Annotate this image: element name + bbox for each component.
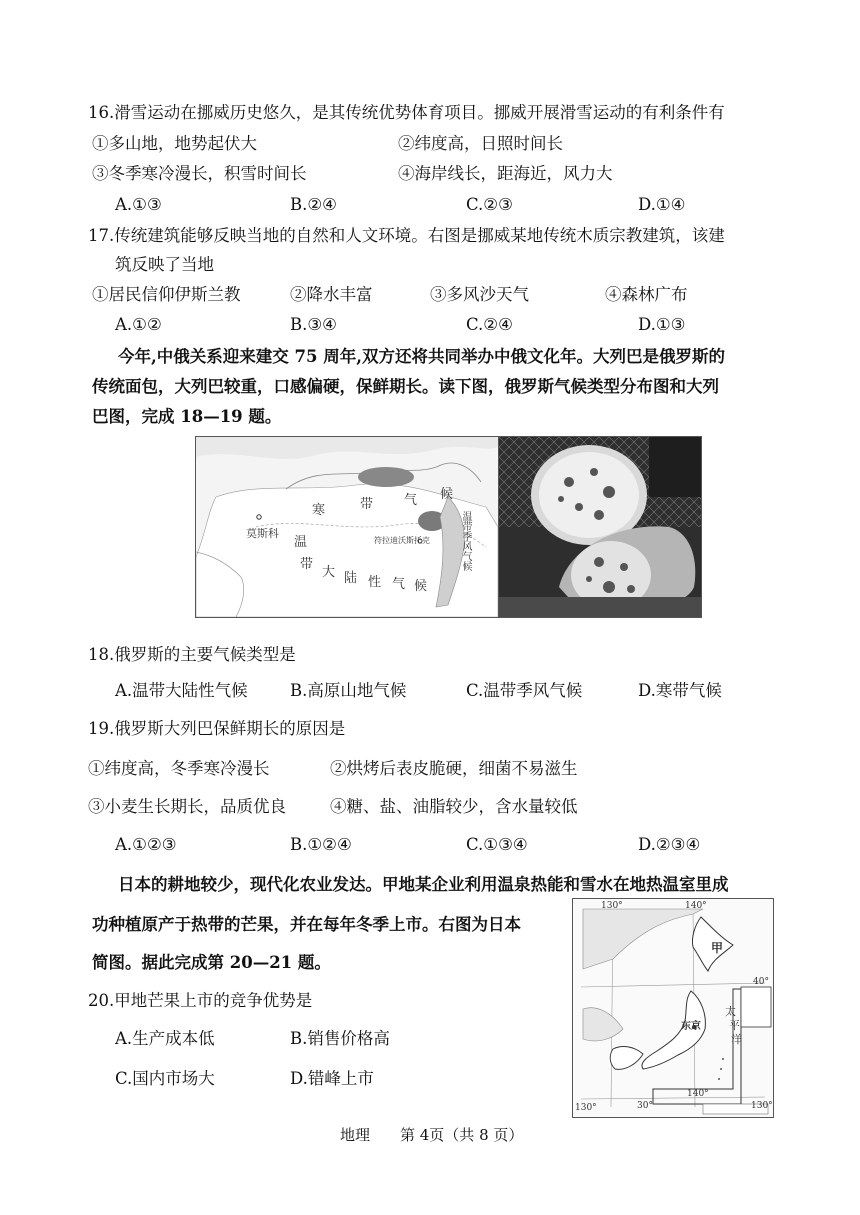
q20-option-a: A.生产成本低 xyxy=(115,1029,215,1048)
map-label-cont-5: 性 xyxy=(368,575,382,590)
q18-option-a: A.温带大陆性气候 xyxy=(115,681,248,700)
q20-option-b: B.销售价格高 xyxy=(290,1029,390,1048)
passage1-line1: 今年,中俄关系迎来建交 75 周年,双方还将共同举办中俄文化年。大列巴是俄罗斯的 xyxy=(118,347,725,366)
footer-page: 第 4页（共 8 页） xyxy=(400,1126,524,1144)
map-label-cont-4: 陆 xyxy=(344,571,358,586)
q19-item-4: ④糖、盐、油脂较少，含水量较低 xyxy=(330,797,578,816)
japan-label-130-top: 130° xyxy=(601,901,623,911)
passage2-line2: 功种植原产于热带的芒果，并在每年冬季上市。右图为日本 xyxy=(92,915,521,934)
q17-option-c: C.②④ xyxy=(466,315,513,334)
japan-label-40: 40° xyxy=(753,977,769,987)
map-label-moscow: 莫斯科 xyxy=(246,527,279,540)
passage1-line2: 传统面包，大列巴较重，口感偏硬，保鲜期长。读下图，俄罗斯气候类型分布图和大列 xyxy=(92,377,719,396)
q19-stem: 19.俄罗斯大列巴保鲜期长的原因是 xyxy=(88,719,346,738)
passage2-line1: 日本的耕地较少，现代化农业发达。甲地某企业利用温泉热能和雪水在地热温室里成 xyxy=(118,875,729,894)
q19-option-a: A.①②③ xyxy=(115,835,177,854)
map-label-cont-1: 温 xyxy=(294,535,308,550)
q19-option-b: B.①②④ xyxy=(290,835,352,854)
q17-option-a: A.①② xyxy=(115,315,162,334)
footer-subject: 地理 xyxy=(340,1126,371,1144)
map-label-cold-3: 气 xyxy=(404,493,418,508)
japan-label-jia: 甲 xyxy=(711,941,724,955)
map-label-cold-1: 寒 xyxy=(312,503,326,518)
q16-option-c: C.②③ xyxy=(466,195,513,214)
q19-option-c: C.①③④ xyxy=(466,835,528,854)
q19-item-2: ②烘烤后表皮脆硬，细菌不易滋生 xyxy=(330,759,578,778)
japan-map xyxy=(572,898,774,1118)
q19-item-1: ①纬度高，冬季寒冷漫长 xyxy=(88,759,270,778)
map-label-monsoon: 温带季风气候 xyxy=(460,511,471,571)
bread-photo xyxy=(498,436,702,618)
map-label-cont-7: 候 xyxy=(414,579,428,594)
q17-stem-line1: 17.传统建筑能够反映当地的自然和人文环境。右图是挪威某地传统木质宗教建筑，该建 xyxy=(88,226,725,245)
q16-item-1: ①多山地，地势起伏大 xyxy=(92,134,257,153)
q16-item-4: ④海岸线长，距海近，风力大 xyxy=(398,164,613,183)
q17-item-4: ④森林广布 xyxy=(605,285,688,304)
japan-map-graphic xyxy=(573,899,773,1117)
q16-item-2: ②纬度高，日照时间长 xyxy=(398,134,563,153)
q16-option-d: D.①④ xyxy=(638,195,686,214)
q18-option-c: C.温带季风气候 xyxy=(466,681,583,700)
q16-option-b: B.②④ xyxy=(290,195,337,214)
q19-item-3: ③小麦生长期长，品质优良 xyxy=(88,797,286,816)
q20-option-c: C.国内市场大 xyxy=(115,1069,215,1088)
map-label-cold-4: 候 xyxy=(440,487,454,502)
q20-stem: 20.甲地芒果上市的竞争优势是 xyxy=(88,991,313,1010)
japan-label-30: 30° xyxy=(637,1101,653,1111)
q16-stem: 16.滑雪运动在挪威历史悠久，是其传统优势体育项目。挪威开展滑雪运动的有利条件有 xyxy=(88,103,725,122)
q17-item-3: ③多风沙天气 xyxy=(430,285,529,304)
japan-label-140-top: 140° xyxy=(685,901,707,911)
japan-label-130-bottom-left: 130° xyxy=(575,1103,597,1113)
bread-graphic xyxy=(499,437,701,617)
japan-label-pacific-3: 洋 xyxy=(731,1033,742,1046)
map-label-cont-3: 大 xyxy=(322,565,336,580)
q17-item-1: ①居民信仰伊斯兰教 xyxy=(92,285,241,304)
japan-label-tokyo: 东京 xyxy=(681,1021,701,1032)
map-label-cont-2: 带 xyxy=(300,557,314,572)
map-label-cont-6: 气 xyxy=(392,577,406,592)
q19-option-d: D.②③④ xyxy=(638,835,701,854)
q17-stem-line2: 筑反映了当地 xyxy=(115,255,214,274)
passage1-line3: 巴图，完成 18—19 题。 xyxy=(92,407,282,426)
russia-map-graphic xyxy=(196,437,498,617)
map-label-cold-2: 带 xyxy=(360,497,374,512)
q17-item-2: ②降水丰富 xyxy=(290,285,373,304)
q16-option-a: A.①③ xyxy=(115,195,162,214)
japan-label-130-bottom-right: 130° xyxy=(751,1101,773,1111)
japan-label-140-bottom: 140° xyxy=(687,1089,709,1099)
passage2-line3: 简图。据此完成第 20—21 题。 xyxy=(92,953,331,972)
q17-option-d: D.①③ xyxy=(638,315,686,334)
russia-climate-map xyxy=(195,436,499,618)
japan-label-pacific-2: 平 xyxy=(729,1019,740,1032)
map-label-vladivostok: 符拉迪沃斯托克 xyxy=(374,536,430,545)
q18-option-d: D.寒带气候 xyxy=(638,681,722,700)
q17-option-b: B.③④ xyxy=(290,315,337,334)
q20-option-d: D.错峰上市 xyxy=(290,1069,374,1088)
q16-item-3: ③冬季寒冷漫长，积雪时间长 xyxy=(92,164,307,183)
q18-stem: 18.俄罗斯的主要气候类型是 xyxy=(88,645,296,664)
q18-option-b: B.高原山地气候 xyxy=(290,681,407,700)
japan-label-pacific-1: 太 xyxy=(725,1005,736,1018)
